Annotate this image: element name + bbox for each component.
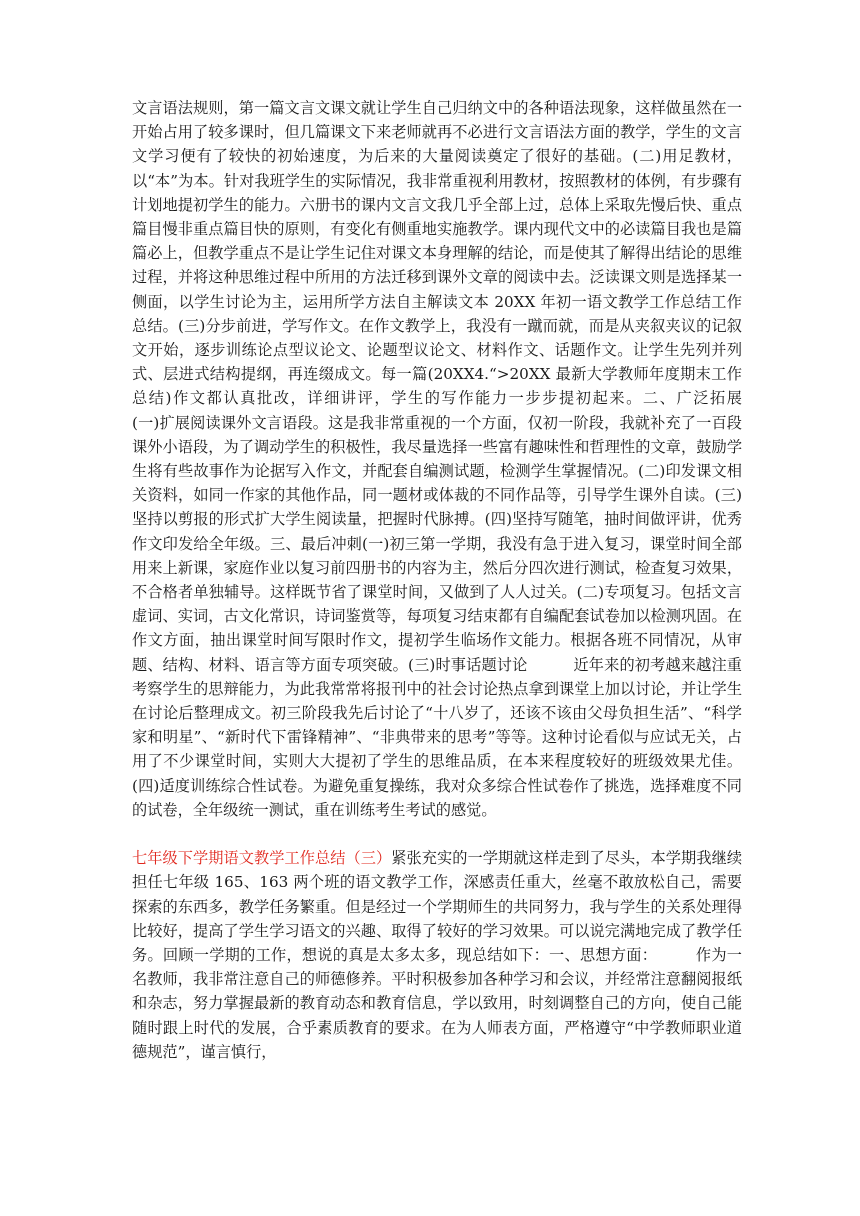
body-paragraph-1 bbox=[132, 96, 788, 822]
section-heading: 七年级下学期语文教学工作总结（三） bbox=[132, 849, 392, 868]
paragraph-text: 紧张充实的一学期就这样走到了尽头，本学期我继续担任七年级 165、163 两个班的语文教学工作，深感责任重大，丝毫不敢放松自己，需要探索的东西多，教学任务繁重。但是经过一个学期师生的共同努力，我与学生的关系处理得比较好，提高了学生学习语文的兴趣、取得了较好的学习效果。可以说完满地完成了教学任务。回顾一学期的工作，想说的真是太多太多，现总结如下：一、思想方面： 作为一名教师，我非常注意自己的师德修养。平时积极参加各种学习和会议，并经常注意翻阅报纸和杂志，努力掌握最新的教育动态和教育信息，学以致用，时刻调整自己的方向，使自己能随时跟上时代的发展，合乎素质教育的要求。在为人师表方面，严格遵守“中学教师职业道德规范”，谨言慎行， bbox=[132, 849, 743, 1061]
body-paragraph-2 bbox=[132, 846, 742, 1064]
paragraph-text: 文言语法规则，第一篇文言文课文就让学生自己归纳文中的各种语法现象，这样做虽然在一开始占用了较多课时，但几篇课文下来老师就再不必进行文言语法方面的教学，学生的文言文学习便有了较快的初始速度，为后来的大量阅读奠定了很好的基础。(二)用足教材，以“本”为本。针对我班学生的实际情况，我非常重视利用教材，按照教材的体例，有步骤有计划地提初学生的能力。六册书的课内文言文我几乎全部上过，总体上采取先慢后快、重点篇目慢非重点篇目快的原则，有变化有侧重地实施教学。课内现代文中的必读篇目我也是篇篇必上，但教学重点不是让学生记住对课文本身理解的结论，而是使其了解得出结论的思维过程，并将这种思维过程中所用的方法迁移到课外文章的阅读中去。泛读课文则是选择某一侧面，以学生讨论为主，运用所学方法自主解读文本 20XX 年初一语文教学工作总结工作总结。(三)分步前进，学写作文。在作文教学上，我没有一蹴而就，而是从夹叙夹议的记叙文开始，逐步训练论点型议论文、论题型议论文、材料作文、话题作文。让学生先列并列式、层进式结构提纲，再连缀成文。每一篇(20XX4.“>20XX 最新大学教师年度期末工作总结)作文都认真批改，详细讲评，学生的写作能力一步步提初起来。二、广泛拓展 (一)扩展阅读课外文言语段。这是我非常重视的一个方面，仅初一阶段，我就补充了一百段课外小语段，为了调动学生的积极性，我尽量选择一些富有趣味性和哲理性的文章，鼓励学生将有些故事作为论据写入作文，并配套自编测试题，检测学生掌握情况。(二)印发课文相关资料，如同一作家的其他作品，同一题材或体裁的不同作品等，引导学生课外自读。(三)坚持以剪报的形式扩大学生阅读量，把握时代脉搏。(四)坚持写随笔，抽时间做评讲，优秀作文印发给全年级。三、最后冲刺(一)初三第一学期，我没有急于进入复习，课堂时间全部用来上新课，家庭作业以复习前四册书的内容为主，然后分四次进行测试，检查复习效果，不合格者单独辅导。这样既节省了课堂时间，又做到了人人过关。(二)专项复习。包括文言虚词、实词，古文化常识，诗词鉴赏等，每项复习结束都有自编配套试卷加以检测巩固。在作文方面，抽出课堂时间写限时作文，提初学生临场作文能力。根据各班不同情况，从审题、结构、材料、语言等方面专项突破。(三)时事话题讨论 近年来的初考越来越注重考察学生的思辩能力，为此我常常将报刊中的社会讨论热点拿到课堂上加以讨论，并让学生在讨论后整理成文。初三阶段我先后讨论了“十八岁了，还该不该由父母负担生活”、“科学家和明星”、“新时代下雷锋精神”、“非典带来的思考”等等。这种讨论看似与应试无关，占用了不少课堂时间，实则大大提初了学生的思维品质，在本来程度较好的班级效果尤佳。(四)适度训练综合性试卷。为避免重复操练，我对众多综合性试卷作了挑选，选择难度不同的试卷，全年级统一测试，重在训练考生考试的感觉。 bbox=[132, 99, 788, 819]
document-page bbox=[132, 96, 788, 1064]
